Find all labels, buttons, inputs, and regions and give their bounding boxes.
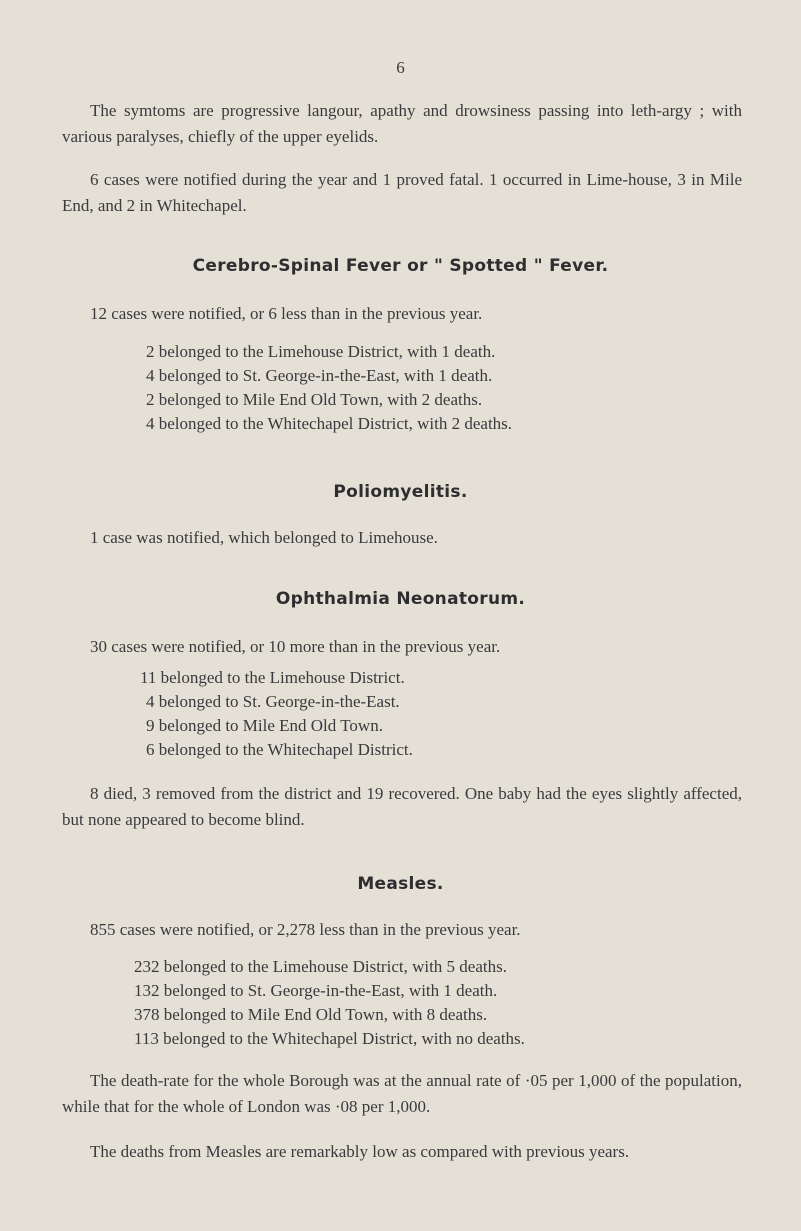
- ophthalmia-item-limehouse: 11 belonged to the Limehouse District.: [140, 668, 405, 687]
- cerebro-spinal-intro: 12 cases were notified, or 6 less than in the previous year.: [90, 304, 483, 323]
- cerebro-item-limehouse: 2 belonged to the Limehouse District, with 1 death.: [146, 342, 496, 361]
- ophthalmia-heading: Ophthalmia Neonatorum.: [275, 589, 526, 609]
- measles-item-whitechapel: 113 belonged to the Whitechapel District, with no deaths.: [134, 1029, 525, 1048]
- ophthalmia-item-mile-end: 9 belonged to Mile End Old Town.: [146, 716, 383, 735]
- cerebro-spinal-heading: Cerebro-Spinal Fever or " Spotted " Fever.: [192, 256, 609, 276]
- ophthalmia-item-whitechapel: 6 belonged to the Whitechapel District.: [146, 740, 413, 759]
- measles-item-mile-end: 378 belonged to Mile End Old Town, with 8 deaths.: [134, 1005, 488, 1024]
- poliomyelitis-heading: Poliomyelitis.: [333, 482, 468, 502]
- lethargic-cases-paragraph: 6 cases were notified during the year and 1 proved fatal. 1 occurred in Lime-house, 3 in Mile End, and 2 in Whitechapel.: [62, 170, 742, 215]
- poliomyelitis-intro: 1 case was notified, which belonged to Limehouse.: [90, 528, 438, 547]
- ophthalmia-outcome-paragraph: 8 died, 3 removed from the district and 19 recovered. One baby had the eyes slightly affected, but none appeared to become blind.: [62, 784, 742, 829]
- cerebro-item-st-george: 4 belonged to St. George-in-the-East, with 1 death.: [146, 366, 493, 385]
- page-number: 6: [396, 58, 405, 77]
- measles-closing-sentence: The deaths from Measles are remarkably low as compared with previous years.: [90, 1142, 630, 1161]
- cerebro-item-whitechapel: 4 belonged to the Whitechapel District, with 2 deaths.: [146, 414, 513, 433]
- measles-item-limehouse: 232 belonged to the Limehouse District, with 5 deaths.: [134, 957, 507, 976]
- cerebro-item-mile-end: 2 belonged to Mile End Old Town, with 2 deaths.: [146, 390, 483, 409]
- measles-item-st-george: 132 belonged to St. George-in-the-East, with 1 death.: [134, 981, 498, 1000]
- ophthalmia-item-st-george: 4 belonged to St. George-in-the-East.: [146, 692, 400, 711]
- measles-heading: Measles.: [357, 874, 444, 894]
- lethargic-symptoms-paragraph: The symtoms are progressive langour, apathy and drowsiness passing into leth-argy ; with various paralyses, chiefly of the upper eyelids.: [62, 101, 742, 146]
- measles-death-rate-paragraph: The death-rate for the whole Borough was at the annual rate of ·05 per 1,000 of the population, while that for the whole of London was ·08 per 1,000.: [62, 1071, 742, 1116]
- ophthalmia-intro: 30 cases were notified, or 10 more than in the previous year.: [90, 637, 501, 656]
- measles-intro: 855 cases were notified, or 2,278 less than in the previous year.: [90, 920, 521, 939]
